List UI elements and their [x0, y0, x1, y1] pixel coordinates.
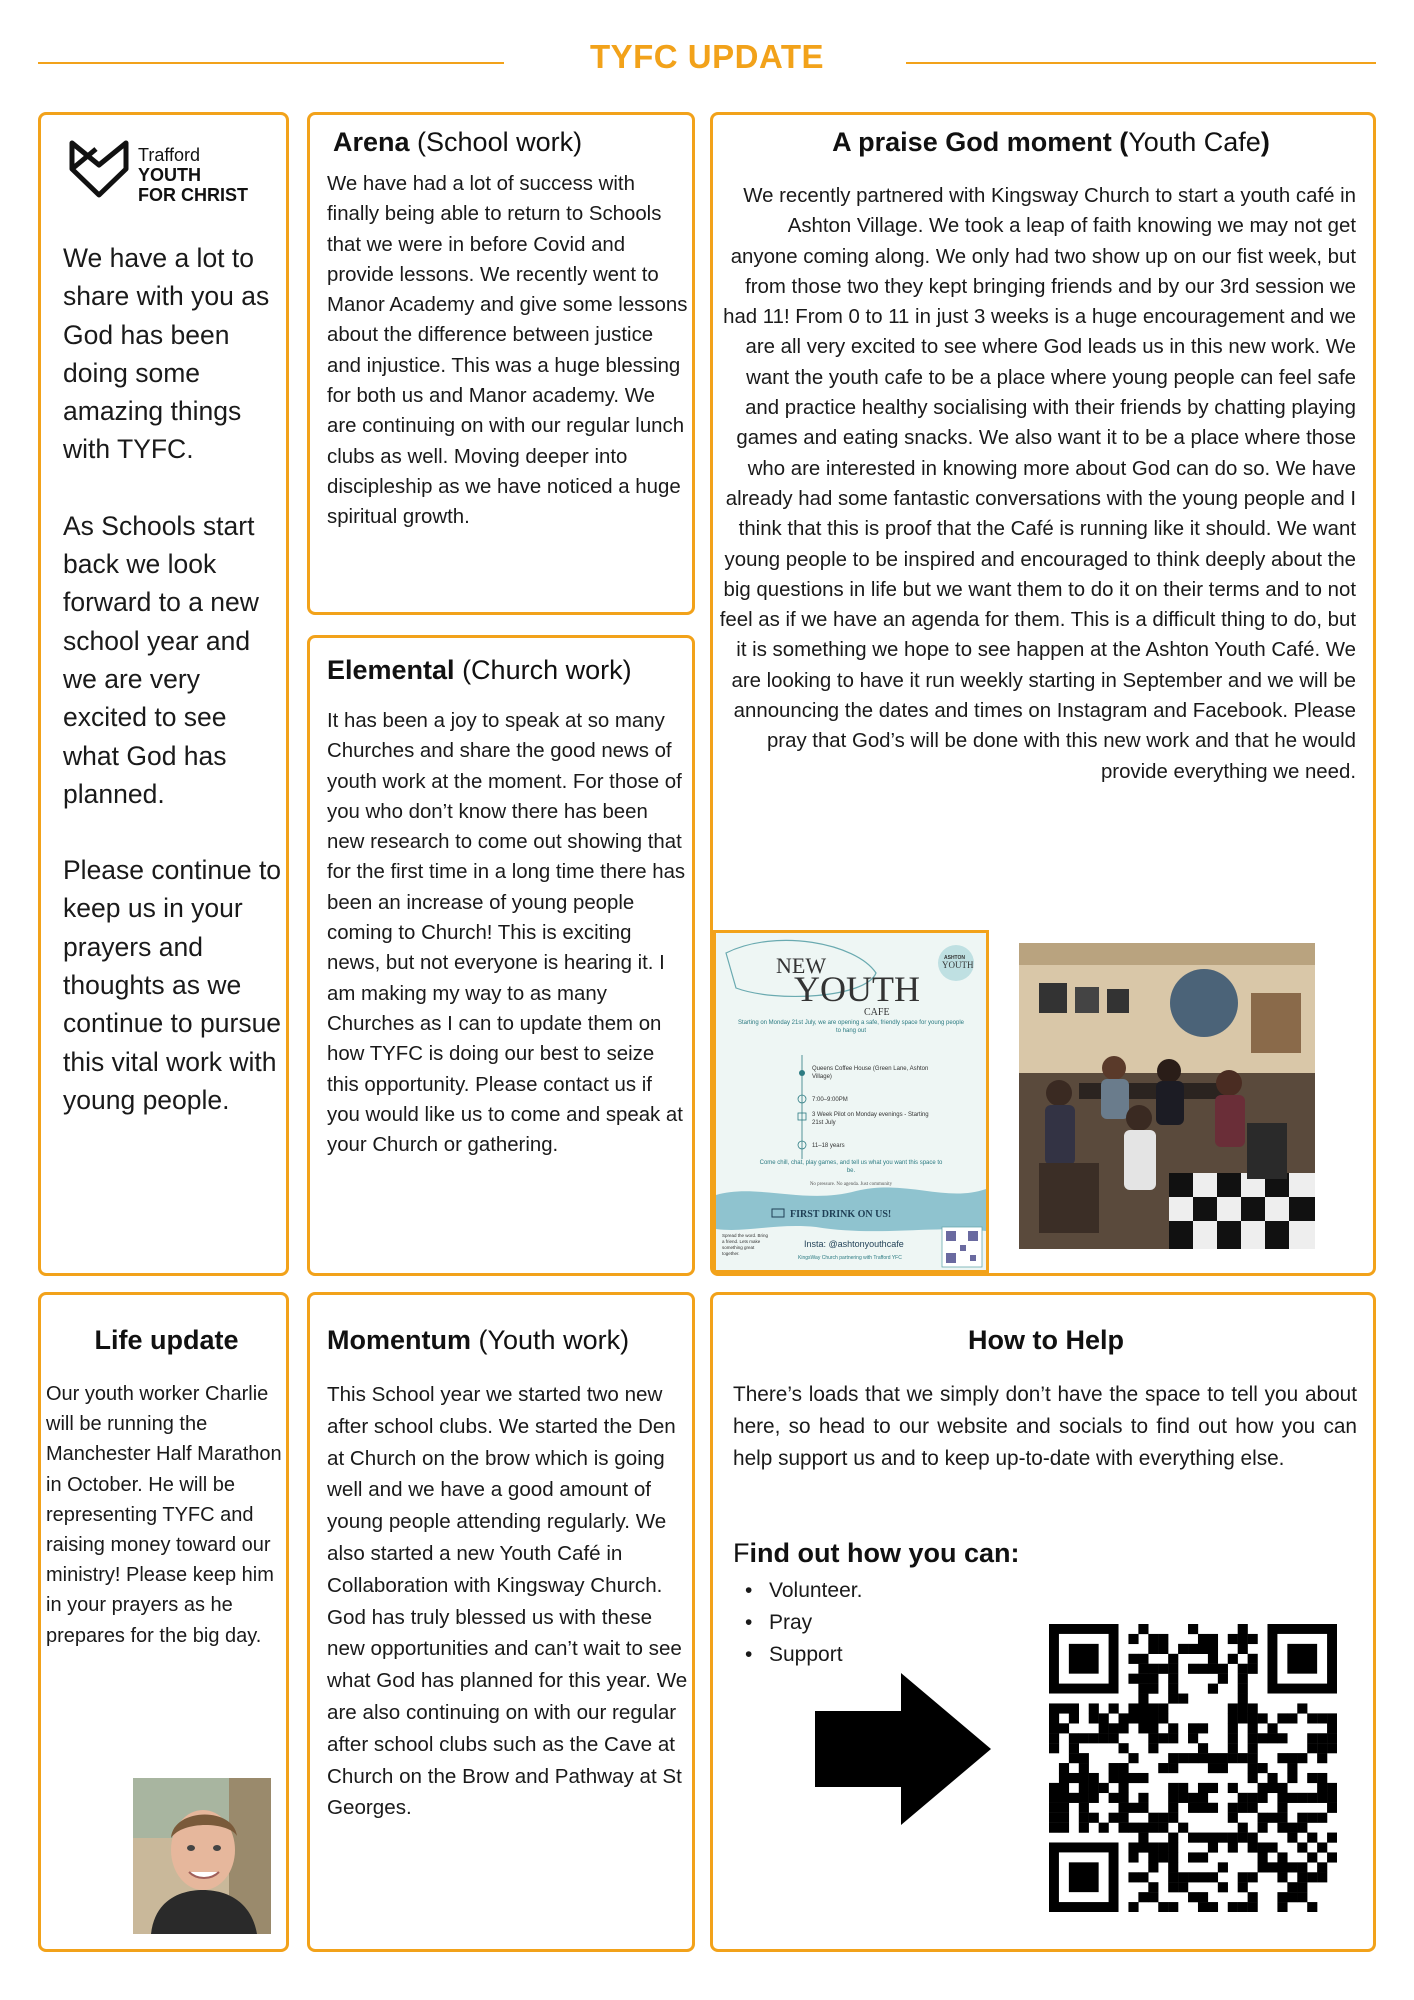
website-qr-code[interactable]	[1049, 1624, 1337, 1912]
arena-heading-rest: (School work)	[409, 127, 583, 157]
flyer-cafe: CAFE	[864, 1007, 890, 1018]
intro-paragraph: As Schools start back we look forward to a new school year and we are very excited to see what God has planned.	[63, 510, 259, 809]
flyer-badge-bottom: YOUTH	[942, 960, 974, 970]
praise-panel	[710, 112, 1376, 1276]
flyer-badge-top: ASHTON	[944, 955, 966, 961]
arena-heading-bold: Arena	[333, 127, 410, 157]
intro-paragraph: Please continue to keep us in your prayers and thoughts as we continue to pursue this vital work with young people.	[63, 855, 282, 1115]
find-out-heading	[733, 1538, 1019, 1569]
praise-text: We recently partnered with Kingsway Church to start a youth café in Ashton Village. We took a leap of faith knowing we may not get anyone coming along. We only had two show up on our fist week, but from those two they kept bringing friends and by our 3rd session we had 11! From 0 to 11 in just 3 weeks is a huge encouragement and we are all very excited to see where God leads us in this new work. We want the youth cafe to be a place where young people can feel safe and practice healthy socialising with their friends by chatting playing games and eating snacks. We also want it to be a place where those who are interested in knowing more about God can do so. We have already had some fantastic conversations with the young people and I think that this is proof that the Café is running like it should. We want young people to be inspired and encouraged to think deeply about the big questions in life but we want them to do it on their terms and to not feel as if we have an agenda for them. This is a difficult thing to do, but it is something we hope to see happen at the Ashton Youth Café. We are looking to have it run weekly starting in September and we will be announcing the dates and times on Instagram and Facebook. Please pray that God’s will be done with this new work and that he would provide everything we need.	[719, 185, 1356, 783]
praise-heading-close: )	[1260, 127, 1270, 157]
logo-text	[138, 145, 248, 205]
flyer-spread: Spread the word. Bring a friend. Lets make something great together.	[722, 1233, 769, 1256]
flyer-pilot: 3 Week Pilot on Monday evenings - Starting 21st July	[812, 1112, 929, 1126]
arena-heading	[333, 127, 582, 158]
list-item: • Support	[733, 1639, 862, 1671]
arena-text: We have had a lot of success with finally being able to return to Schools that we were in before Covid and provide lessons. We recently went to Manor Academy and give some lessons about the difference between justice and injustice. This was a huge blessing for both us and Manor academy. We are continuing on with our regular lunch clubs as well. Moving deeper into discipleship as we have noticed a huge spiritual growth.	[327, 173, 688, 529]
life-heading: Life update	[94, 1325, 239, 1355]
flyer-youth: YOUTH	[794, 969, 920, 1009]
flyer-small: No pressure. No agenda. Just community	[809, 1182, 893, 1187]
elemental-panel	[307, 635, 695, 1276]
flyer-partner: KingsWay Church partnering with Trafford YFC	[798, 1255, 902, 1261]
life-update-panel	[38, 1292, 289, 1952]
help-text: There’s loads that we simply don’t have the space to tell you about here, so head to our website and socials to find out how you can help support us and to keep up-to-date with everything else.	[733, 1383, 1357, 1470]
flyer-drink: FIRST DRINK ON US!	[790, 1209, 892, 1220]
flyer-intro: Starting on Monday 21st July, we are opening a safe, friendly space for young people to hang out	[737, 1020, 965, 1034]
arrow-right-icon	[815, 1673, 995, 1825]
praise-heading-bold: A praise God moment (	[832, 127, 1129, 157]
help-list	[733, 1575, 862, 1671]
cafe-photo-graphic	[1019, 943, 1315, 1249]
flyer-time: 7:00–9:00PM	[812, 1097, 848, 1103]
flyer-venue: Queens Coffee House (Green Lane, Ashton Village)	[812, 1066, 929, 1080]
charlie-portrait	[133, 1778, 271, 1934]
arena-panel	[307, 112, 695, 615]
flyer-ages: 11–18 years	[812, 1143, 845, 1149]
intro-panel	[38, 112, 289, 1276]
help-heading: How to Help	[968, 1325, 1124, 1355]
youth-cafe-flyer	[713, 930, 989, 1273]
list-item: • Volunteer.	[733, 1575, 862, 1607]
list-item: • Pray	[733, 1607, 862, 1639]
page-title: TYFC UPDATE	[589, 38, 825, 75]
praise-heading-rest: Youth Cafe	[1128, 127, 1261, 157]
elemental-heading-rest: (Church work)	[454, 655, 632, 685]
momentum-heading-bold: Momentum	[327, 1325, 471, 1355]
momentum-heading	[327, 1325, 629, 1356]
find-out-rest: ind out how you can:	[749, 1538, 1020, 1568]
elemental-text: It has been a joy to speak at so many Churches and share the good news of youth work at the moment. For those of you who don’t know there has been new research to come out showing that for the first time in a long time there has been an increase of young people coming to Church! This is exciting news, but not everyone is hearing it. I am making my way to as many Churches as I can to update them on how TYFC is doing our best to seize this opportunity. Please contact us if you would like us to come and speak at your Church or gathering.	[327, 710, 686, 1157]
praise-heading	[713, 127, 1379, 158]
flyer-graphic	[716, 933, 986, 1270]
location-pin-icon	[799, 1070, 805, 1076]
flyer-insta: Insta: @ashtonyouthcafe	[804, 1239, 904, 1249]
elemental-heading	[327, 655, 632, 686]
momentum-panel	[307, 1292, 695, 1952]
elemental-heading-bold: Elemental	[327, 655, 455, 685]
momentum-heading-rest: (Youth work)	[471, 1325, 630, 1355]
flyer-cta: Come chill, chat, play games, and tell us what you want this space to be.	[759, 1160, 943, 1174]
tyfc-logo	[68, 139, 278, 209]
youth-cafe-photo	[1019, 943, 1315, 1249]
flyer-new: NEW	[776, 953, 827, 978]
how-to-help-panel	[710, 1292, 1376, 1952]
logo-line-3: FOR CHRIST	[138, 185, 248, 205]
momentum-text: This School year we started two new after school clubs. We started the Den at Church on the brow which is going well and we have a good amount of young people attending regularly. We also started a new Youth Café in Collaboration with Kingsway Church. God has truly blessed us with these new opportunities and can’t wait to see what God has planned for this year. We are also continuing on with our regular after school clubs such as the Cave at Church on the Brow and Pathway at St Georges.	[327, 1383, 688, 1820]
intro-text	[63, 239, 283, 1157]
portrait-graphic	[133, 1778, 271, 1934]
intro-paragraph: We have a lot to share with you as God has been doing some amazing things with TYFC.	[63, 243, 270, 465]
find-out-first: F	[733, 1538, 750, 1568]
heart-logo-icon	[68, 139, 130, 199]
life-text: Our youth worker Charlie will be running the Manchester Half Marathon in October. He will be representing TYFC and raising money toward our ministry! Please keep him in your prayers as he prepares for the big day.	[46, 1383, 282, 1647]
logo-line-2: YOUTH	[138, 165, 201, 185]
logo-line-1: Trafford	[138, 145, 201, 165]
